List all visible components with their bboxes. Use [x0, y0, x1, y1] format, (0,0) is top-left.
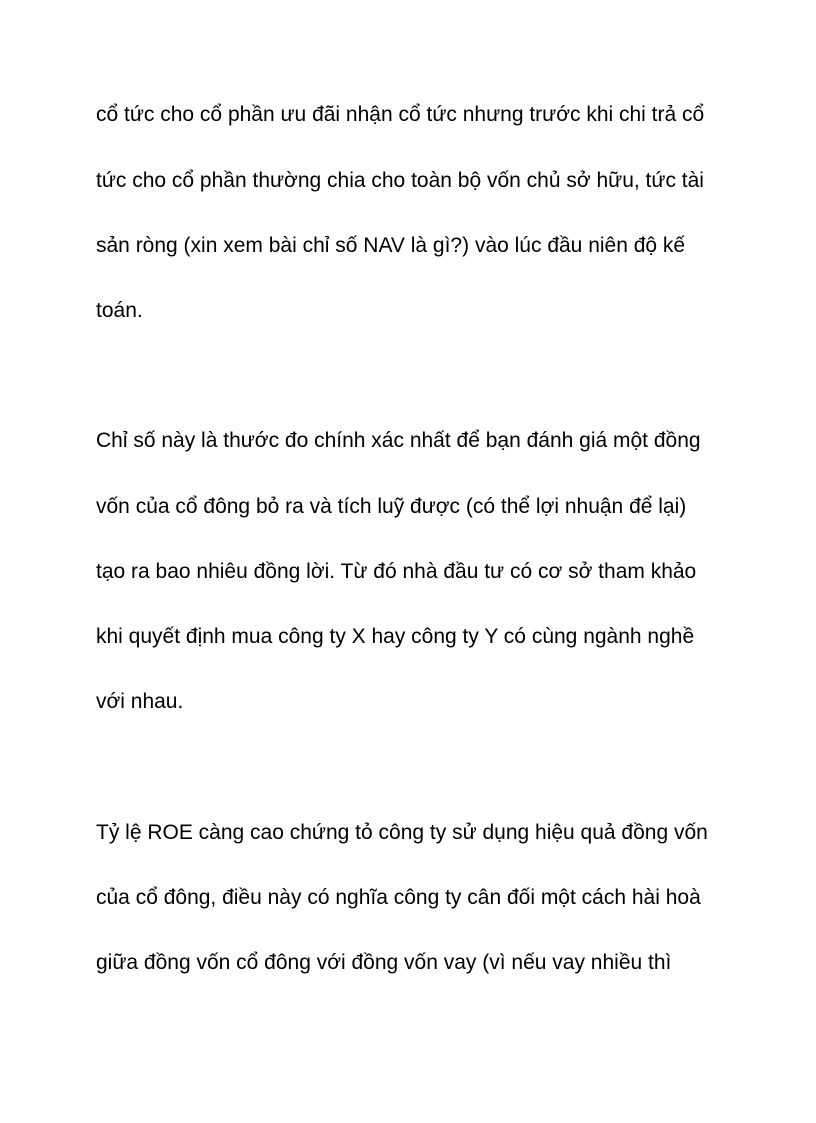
paragraph-2-line-4: khi quyết định mua công ty X hay công ty Y có cùng ngành nghề: [96, 625, 695, 648]
paragraph-2-line-2: vốn của cổ đông bỏ ra và tích luỹ được (có thể lợi nhuận để lại): [96, 495, 687, 518]
paragraph-3-line-2: của cổ đông, điều này có nghĩa công ty cân đối một cách hài hoà: [96, 886, 701, 909]
paragraph-2-line-3: tạo ra bao nhiêu đồng lời. Từ đó nhà đầu tư có cơ sở tham khảo: [96, 560, 697, 583]
paragraph-1-line-4: toán.: [96, 299, 143, 322]
paragraph-1-line-2: tức cho cổ phần thường chia cho toàn bộ vốn chủ sở hữu, tức tài: [96, 169, 704, 192]
paragraph-1-line-3: sản ròng (xin xem bài chỉ số NAV là gì?) vào lúc đầu niên độ kế: [96, 234, 686, 257]
paragraph-3-line-3: giữa đồng vốn cổ đông với đồng vốn vay (vì nếu vay nhiều thì: [96, 951, 672, 974]
paragraph-1-line-1: cổ tức cho cổ phần ưu đãi nhận cổ tức nhưng trước khi chi trả cổ: [96, 103, 705, 126]
paragraph-2-line-1: Chỉ số này là thước đo chính xác nhất để bạn đánh giá một đồng: [96, 429, 701, 452]
paragraph-3-line-1: Tỷ lệ ROE càng cao chứng tỏ công ty sử dụng hiệu quả đồng vốn: [96, 821, 708, 844]
paragraph-2-line-5: với nhau.: [96, 690, 184, 713]
